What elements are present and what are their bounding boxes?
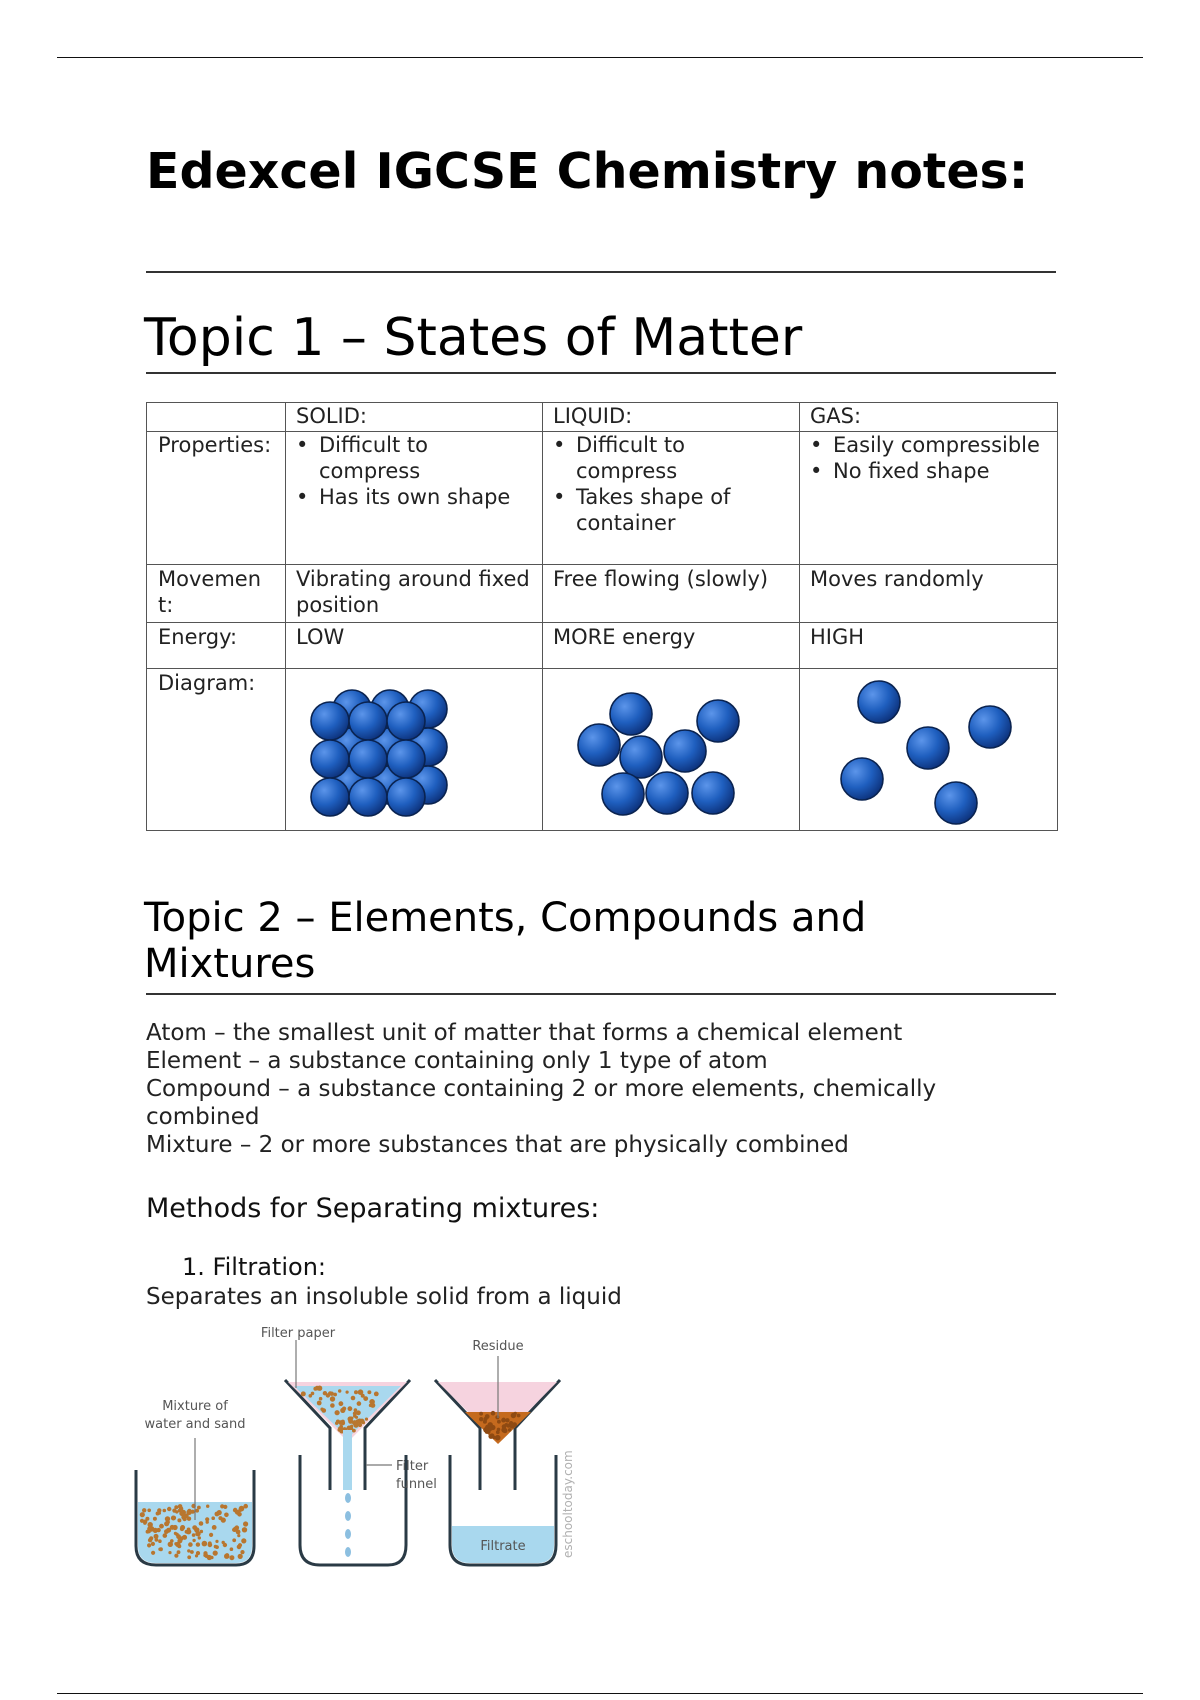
- solid-energy: LOW: [286, 623, 543, 669]
- gas-movement: Moves randomly: [800, 565, 1058, 623]
- filtration-heading: [182, 1252, 326, 1282]
- table-header-row: [147, 403, 1058, 432]
- liquid-particles-diagram: [543, 669, 800, 829]
- sand-grain: [311, 1392, 315, 1396]
- gas-energy: HIGH: [800, 623, 1058, 669]
- movement-label: Movement:: [147, 565, 286, 623]
- sand-grain: [340, 1427, 344, 1431]
- sand-grain: [339, 1401, 344, 1406]
- sand-grain: [491, 1411, 496, 1416]
- residue-label: Residue: [472, 1339, 524, 1354]
- particle: [620, 736, 662, 778]
- sand-grain: [174, 1532, 177, 1535]
- sand-grain: [243, 1504, 248, 1509]
- sand-grain: [508, 1428, 512, 1432]
- sand-grain: [242, 1527, 247, 1532]
- sand-grain: [198, 1536, 201, 1539]
- sand-grain: [151, 1551, 155, 1555]
- sand-grain: [187, 1549, 190, 1552]
- sand-grain: [188, 1542, 193, 1547]
- sand-grain: [174, 1554, 178, 1558]
- sand-grain: [147, 1543, 151, 1547]
- energy-label: Energy:: [147, 623, 286, 669]
- sand-grain: [209, 1533, 213, 1537]
- sand-grain: [163, 1533, 168, 1538]
- title-underline: [146, 271, 1056, 273]
- sand-grain: [156, 1528, 160, 1532]
- particle: [969, 706, 1011, 748]
- filtering-apparatus: [261, 1326, 437, 1565]
- sand-grain: [159, 1547, 163, 1551]
- sand-grain: [214, 1545, 218, 1549]
- sand-grain: [159, 1524, 164, 1529]
- particle: [349, 702, 387, 740]
- sand-grain: [147, 1526, 153, 1532]
- sand-grain: [187, 1509, 191, 1513]
- sand-grain: [517, 1414, 521, 1418]
- sand-grain: [240, 1550, 244, 1554]
- sand-grain: [497, 1428, 501, 1432]
- sand-grain: [354, 1408, 358, 1412]
- filtration-description: Separates an insoluble solid from a liquid: [146, 1284, 622, 1310]
- sand-grain: [223, 1505, 227, 1509]
- sand-grain: [167, 1507, 171, 1511]
- sand-grain: [199, 1521, 204, 1526]
- water-drop: [345, 1529, 351, 1539]
- sand-grain: [232, 1528, 235, 1531]
- sand-grain: [195, 1554, 198, 1557]
- liquid-movement: Free flowing (slowly): [543, 565, 800, 623]
- sand-grain: [197, 1506, 201, 1510]
- sand-grain: [502, 1418, 506, 1422]
- sand-grain: [168, 1542, 173, 1547]
- sand-grain: [317, 1401, 322, 1406]
- gas-diagram-cell: [800, 669, 1058, 831]
- sand-grain: [333, 1393, 337, 1397]
- diagram-row: [147, 669, 1058, 831]
- sand-grain: [301, 1391, 306, 1396]
- sand-grain: [367, 1390, 371, 1394]
- sand-grain: [354, 1390, 358, 1394]
- sand-grain: [172, 1516, 176, 1520]
- sand-grain: [180, 1525, 185, 1530]
- particle: [387, 702, 425, 740]
- sand-grain: [140, 1512, 145, 1517]
- filtration-diagram: [120, 1320, 640, 1580]
- particle: [349, 740, 387, 778]
- sand-grain: [374, 1392, 379, 1397]
- solid-movement: Vibrating around fixed position: [286, 565, 543, 623]
- sand-grain: [370, 1403, 375, 1408]
- water-drop: [345, 1547, 351, 1557]
- gas-particles-diagram: [800, 669, 1058, 829]
- sand-grain: [365, 1418, 368, 1421]
- particle: [692, 772, 734, 814]
- sand-grain: [203, 1554, 207, 1558]
- liquid-energy: MORE energy: [543, 623, 800, 669]
- falling-drops: [345, 1493, 351, 1557]
- topic1-heading: Topic 1 – States of Matter: [144, 308, 803, 368]
- sand-grain: [509, 1423, 515, 1429]
- particle: [935, 782, 977, 824]
- particle: [602, 773, 644, 815]
- water-drop: [345, 1511, 351, 1521]
- filtration-title: Filtration:: [212, 1253, 326, 1281]
- sand-grain: [360, 1419, 365, 1424]
- sand-grain: [479, 1417, 483, 1421]
- particle: [664, 730, 706, 772]
- solid-properties: [286, 432, 543, 565]
- sand-grain: [187, 1530, 192, 1535]
- sand-grain: [330, 1396, 335, 1401]
- sand-grain: [238, 1554, 243, 1559]
- particle: [697, 700, 739, 742]
- filtered-result-apparatus: [435, 1339, 575, 1565]
- sand-grain: [222, 1541, 225, 1544]
- sand-grain: [483, 1427, 488, 1432]
- particle: [907, 727, 949, 769]
- sand-grain: [212, 1525, 217, 1530]
- sand-grain: [335, 1410, 340, 1415]
- sand-grain: [208, 1541, 212, 1545]
- diagram-label: Diagram:: [147, 669, 286, 831]
- sand-grain: [350, 1417, 353, 1420]
- liquid-diagram-cell: [543, 669, 800, 831]
- definition-element: Element – a substance containing only 1 type of atom: [146, 1048, 768, 1074]
- sand-grain: [173, 1525, 178, 1530]
- sand-grain: [358, 1389, 364, 1395]
- filter-funnel-label-line2: funnel: [396, 1477, 437, 1492]
- watermark: eschooltoday.com: [561, 1450, 575, 1558]
- sand-grain: [351, 1396, 356, 1401]
- sand-grain: [217, 1510, 222, 1515]
- sand-grain: [514, 1412, 517, 1415]
- energy-row: [147, 623, 1058, 669]
- particle: [578, 724, 620, 766]
- sand-grain: [479, 1412, 483, 1416]
- sand-grain: [330, 1403, 335, 1408]
- topic2-underline: [146, 993, 1056, 995]
- filter-funnel-label-line1: Filter: [396, 1459, 429, 1474]
- particle: [646, 772, 688, 814]
- list-number: 1.: [182, 1253, 205, 1281]
- sand-grain: [357, 1401, 362, 1406]
- sand-grain: [168, 1551, 171, 1554]
- sand-grain: [490, 1433, 495, 1438]
- sand-grain: [348, 1406, 353, 1411]
- sand-grain: [140, 1519, 144, 1523]
- sand-grain: [241, 1538, 246, 1543]
- list-item: • Easily compressible: [810, 433, 1040, 457]
- filter-paper-label: Filter paper: [260, 1326, 336, 1341]
- sand-grain: [174, 1542, 177, 1545]
- document-title: Edexcel IGCSE Chemistry notes:: [146, 143, 1029, 200]
- sand-grain: [353, 1411, 357, 1415]
- sand-grain: [205, 1517, 209, 1521]
- sand-grain: [488, 1424, 491, 1427]
- header-empty-cell: [147, 403, 286, 432]
- sand-grain: [202, 1541, 208, 1547]
- sand-grain: [213, 1551, 218, 1556]
- sand-grain: [319, 1397, 323, 1401]
- sand-grain: [176, 1534, 181, 1539]
- sand-grain: [187, 1555, 191, 1559]
- filtrate-label: Filtrate: [480, 1539, 526, 1554]
- sand-grain: [341, 1420, 345, 1424]
- sand-grain: [243, 1521, 248, 1526]
- sand-grain: [177, 1538, 182, 1543]
- sand-grain: [505, 1418, 509, 1422]
- solid-particles-diagram: [286, 669, 543, 829]
- sand-grain: [153, 1517, 157, 1521]
- bottom-rule: [57, 1693, 1143, 1694]
- methods-heading: Methods for Separating mixtures:: [146, 1193, 600, 1224]
- sand-grain: [194, 1527, 199, 1532]
- sand-grain: [218, 1516, 222, 1520]
- sand-grain: [206, 1505, 209, 1508]
- sand-grain: [190, 1550, 194, 1554]
- definition-compound: Compound – a substance containing 2 or more elements, chemically combined: [146, 1076, 937, 1130]
- definition-atom: Atom – the smallest unit of matter that forms a chemical element: [146, 1020, 903, 1046]
- sand-grain: [151, 1542, 155, 1546]
- particle: [311, 740, 349, 778]
- header-liquid: LIQUID:: [543, 403, 800, 432]
- list-item: • Difficult to compress: [553, 433, 685, 483]
- list-item: • Has its own shape: [296, 485, 511, 509]
- definition-mixture: Mixture – 2 or more substances that are physically combined: [146, 1132, 849, 1158]
- solid-diagram-cell: [286, 669, 543, 831]
- sand-grain: [196, 1542, 200, 1546]
- list-item: • Takes shape of container: [553, 485, 731, 535]
- movement-row: [147, 565, 1058, 623]
- sand-grain: [497, 1420, 501, 1424]
- sand-grain: [165, 1516, 170, 1521]
- header-solid: SOLID:: [286, 403, 543, 432]
- particle: [349, 778, 387, 816]
- sand-grain: [317, 1386, 322, 1391]
- particle: [387, 778, 425, 816]
- sand-grain: [229, 1555, 234, 1560]
- sand-grain: [156, 1512, 160, 1516]
- sand-grain: [142, 1508, 146, 1512]
- topic2-heading: Topic 2 – Elements, Compounds and Mixtures: [144, 895, 867, 987]
- sand-grain: [195, 1509, 199, 1513]
- sand-grain: [147, 1509, 151, 1513]
- sand-grain: [237, 1534, 240, 1537]
- sand-grain: [192, 1539, 195, 1542]
- top-rule: [57, 57, 1143, 58]
- properties-row: [147, 432, 1058, 565]
- particle: [858, 681, 900, 723]
- particle: [841, 758, 883, 800]
- sand-grain: [328, 1391, 332, 1395]
- gas-properties: [800, 432, 1058, 565]
- sand-grain: [230, 1547, 234, 1551]
- properties-label: Properties:: [147, 432, 286, 565]
- sand-grain: [346, 1391, 349, 1394]
- sand-grain: [237, 1512, 242, 1517]
- liquid-properties: [543, 432, 800, 565]
- particle: [311, 778, 349, 816]
- water-drop: [345, 1493, 351, 1503]
- list-item: • No fixed shape: [810, 459, 990, 483]
- sand-grain: [175, 1510, 178, 1513]
- sand-grain: [215, 1540, 218, 1543]
- particle: [610, 693, 652, 735]
- sand-grain: [192, 1533, 196, 1537]
- sand-grain: [177, 1550, 181, 1554]
- sand-grain: [154, 1534, 159, 1539]
- sand-grain: [158, 1539, 162, 1543]
- mixture-label-line1: Mixture of: [162, 1399, 228, 1414]
- sand-grain: [182, 1516, 185, 1519]
- sand-grain: [355, 1419, 360, 1424]
- definitions-block: [146, 1019, 1076, 1159]
- sand-grain: [177, 1518, 181, 1522]
- mixture-beaker: [136, 1399, 254, 1565]
- mixture-label-line2: water and sand: [144, 1417, 246, 1432]
- sand-grain: [504, 1423, 508, 1427]
- particle: [387, 740, 425, 778]
- list-item: • Difficult to compress: [296, 433, 428, 483]
- sand-grain: [145, 1517, 149, 1521]
- sand-grain: [224, 1513, 229, 1518]
- sand-grain: [483, 1420, 487, 1424]
- sand-grain: [224, 1554, 229, 1559]
- sand-grain: [340, 1408, 345, 1413]
- sand-grain: [210, 1556, 214, 1560]
- topic1-underline: [146, 372, 1056, 374]
- sand-grain: [238, 1543, 242, 1547]
- sand-grain: [335, 1422, 338, 1425]
- sand-grain: [149, 1536, 153, 1540]
- sand-grain: [163, 1509, 167, 1513]
- sand-grain: [166, 1528, 171, 1533]
- particle: [311, 702, 349, 740]
- sand-grain: [232, 1538, 236, 1542]
- sand-grain: [495, 1435, 501, 1441]
- header-gas: GAS:: [800, 403, 1058, 432]
- sand-grain: [320, 1408, 323, 1411]
- sand-grain: [338, 1389, 341, 1392]
- sand-grain: [501, 1427, 506, 1432]
- states-of-matter-table: [146, 402, 1058, 831]
- sand-grain: [211, 1516, 215, 1520]
